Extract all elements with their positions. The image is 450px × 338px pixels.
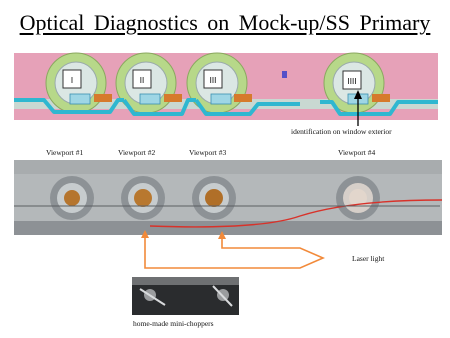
choppers-caption: home-made mini-choppers bbox=[133, 319, 214, 328]
marker-square bbox=[282, 71, 287, 78]
photo-viewport-4 bbox=[336, 176, 380, 220]
viewport-label-3: Viewport #3 bbox=[189, 148, 227, 157]
window-id-caption: identification on window exterior bbox=[291, 127, 392, 136]
window-mark-2: II bbox=[139, 76, 145, 85]
photo-viewport-3 bbox=[192, 176, 236, 220]
photo-viewport-1 bbox=[50, 176, 94, 220]
window-mark-3: III bbox=[209, 76, 217, 85]
photo-viewport-2 bbox=[121, 176, 165, 220]
schematic-diagram bbox=[14, 53, 438, 120]
viewport-label-4: Viewport #4 bbox=[338, 148, 376, 157]
viewport-label-1: Viewport #1 bbox=[46, 148, 84, 157]
laser-light-caption: Laser light bbox=[352, 254, 385, 263]
mockup-photo bbox=[14, 160, 442, 235]
laser-pointer-lines bbox=[141, 230, 323, 268]
window-mark-4: IIII bbox=[347, 77, 357, 86]
viewport-label-2: Viewport #2 bbox=[118, 148, 156, 157]
mini-choppers-photo bbox=[132, 277, 239, 315]
window-mark-1: I bbox=[70, 76, 74, 85]
slide-title: Optical Diagnostics on Mock-up/SS Primary bbox=[19, 10, 431, 35]
